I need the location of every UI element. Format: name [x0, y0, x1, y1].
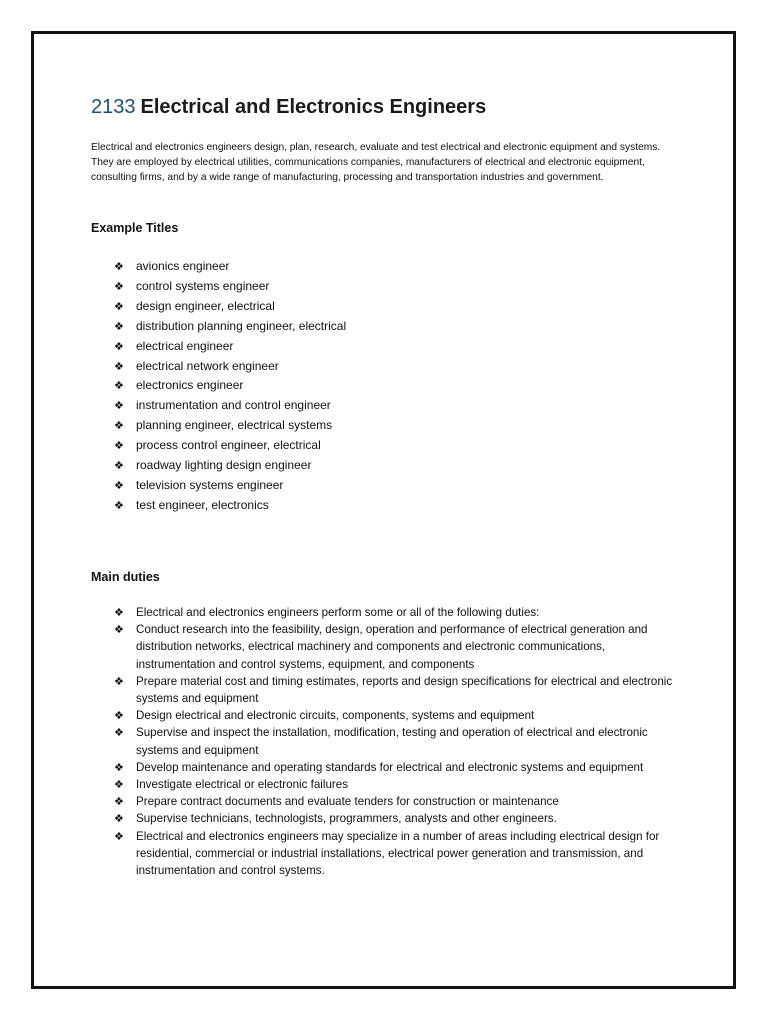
list-item: ❖ Prepare material cost and timing estimates, reports and design specifications for electrical and electronic systems and equipment	[114, 674, 673, 706]
four-diamond-bullet-icon: ❖	[114, 299, 124, 313]
list-item: ❖ avionics engineer	[114, 257, 614, 277]
four-diamond-bullet-icon: ❖	[114, 359, 124, 373]
list-item: ❖ design engineer, electrical	[114, 297, 614, 317]
list-item: ❖ Supervise and inspect the installation, modification, testing and operation of electrical and electronic systems and equipment	[114, 726, 648, 757]
example-titles-heading: Example Titles	[91, 221, 179, 235]
four-diamond-bullet-icon: ❖	[114, 778, 124, 792]
four-diamond-bullet-icon: ❖	[114, 399, 124, 413]
four-diamond-bullet-icon: ❖	[114, 459, 124, 473]
list-item: ❖ Investigate electrical or electronic failures	[114, 776, 682, 793]
list-item: ❖ planning engineer, electrical systems	[114, 416, 614, 436]
four-diamond-bullet-icon: ❖	[114, 709, 124, 723]
list-item: ❖ Prepare contract documents and evaluate tenders for construction or maintenance	[114, 793, 682, 810]
four-diamond-bullet-icon: ❖	[114, 379, 124, 393]
four-diamond-bullet-icon: ❖	[114, 760, 124, 774]
list-item: ❖ Electrical and electronics engineers may specialize in a number of areas including electrical design for residential, commercial or industrial installations, electrical power generation and transmission, and instrumentation and control systems.	[114, 829, 660, 878]
four-diamond-bullet-icon: ❖	[114, 726, 124, 740]
four-diamond-bullet-icon: ❖	[114, 812, 124, 826]
list-item: ❖ process control engineer, electrical	[114, 436, 614, 456]
list-item: ❖ Design electrical and electronic circuits, components, systems and equipment	[114, 707, 682, 724]
list-item: ❖ electronics engineer	[114, 376, 614, 396]
list-item: ❖ electrical engineer	[114, 337, 614, 357]
four-diamond-bullet-icon: ❖	[114, 319, 124, 333]
four-diamond-bullet-icon: ❖	[114, 829, 124, 843]
four-diamond-bullet-icon: ❖	[114, 260, 124, 273]
four-diamond-bullet-icon: ❖	[114, 623, 124, 637]
list-item: ❖ television systems engineer	[114, 476, 614, 496]
four-diamond-bullet-icon: ❖	[114, 606, 124, 619]
list-item: ❖ test engineer, electronics	[114, 496, 614, 516]
four-diamond-bullet-icon: ❖	[114, 339, 124, 353]
example-titles-list	[114, 257, 614, 516]
intro-paragraph: Electrical and electronics engineers design, plan, research, evaluate and test electrical and electronic equipment and systems. They are employed by electrical utilities, communications companies, manufacturers of electrical and electronic equipment, consulting firms, and by a wide range of manufacturing, processing and transportation industries and government.	[91, 142, 661, 183]
page-title	[91, 94, 486, 120]
four-diamond-bullet-icon: ❖	[114, 419, 124, 433]
occupation-code: 2133	[91, 96, 136, 118]
list-item: ❖ Electrical and electronics engineers perform some or all of the following duties:	[114, 604, 682, 621]
four-diamond-bullet-icon: ❖	[114, 674, 124, 688]
list-item: ❖ Supervise technicians, technologists, programmers, analysts and other engineers.	[114, 810, 682, 827]
list-item: ❖ distribution planning engineer, electrical	[114, 317, 614, 337]
list-item: ❖ control systems engineer	[114, 277, 614, 297]
four-diamond-bullet-icon: ❖	[114, 279, 124, 293]
four-diamond-bullet-icon: ❖	[114, 478, 124, 492]
list-item: ❖ roadway lighting design engineer	[114, 456, 614, 476]
occupation-title: Electrical and Electronics Engineers	[140, 96, 487, 118]
list-item: ❖ Develop maintenance and operating standards for electrical and electronic systems and equipment	[114, 759, 682, 776]
four-diamond-bullet-icon: ❖	[114, 498, 124, 512]
list-item: ❖ electrical network engineer	[114, 357, 614, 377]
main-duties-heading: Main duties	[91, 570, 160, 584]
four-diamond-bullet-icon: ❖	[114, 795, 124, 809]
main-duties-list	[114, 604, 682, 879]
list-item: ❖ instrumentation and control engineer	[114, 396, 614, 416]
list-item: ❖ Conduct research into the feasibility, design, operation and performance of electrical generation and distribution networks, electrical machinery and components and electronic communications, instrumentation and control systems, equipment, and components	[114, 623, 648, 671]
four-diamond-bullet-icon: ❖	[114, 439, 124, 453]
